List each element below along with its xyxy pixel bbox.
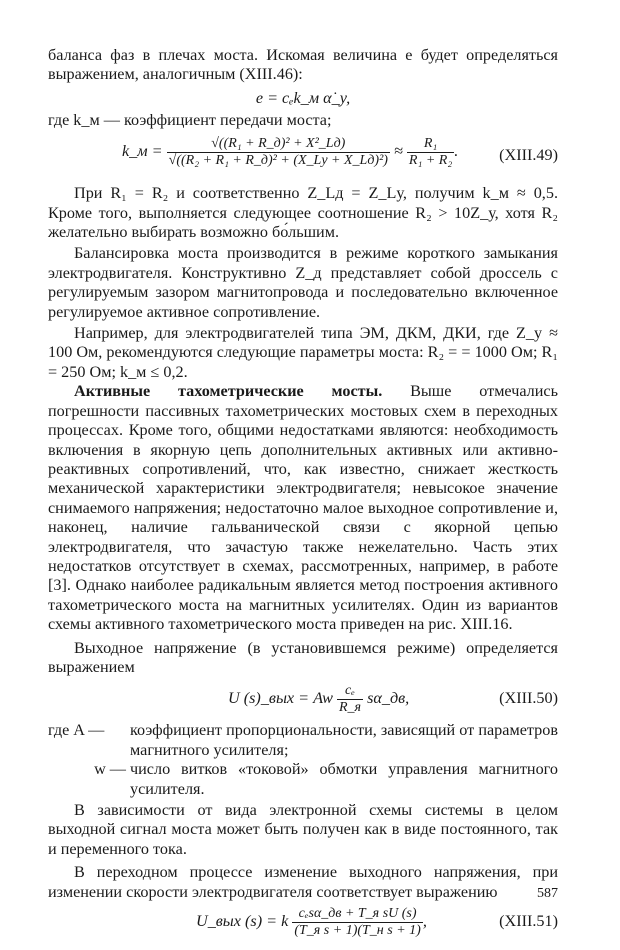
eq50-fraction xyxy=(337,683,363,716)
eq51-num: cₑsα_дв + T_я sU (s) xyxy=(292,906,422,923)
page-body xyxy=(48,46,558,946)
paragraph-7: В зависимости от вида электронной схемы системы в целом выходной сигнал моста может быть получен как в виде постоянного, так и переменного тока. xyxy=(48,801,558,858)
paragraph-8: В переходном процессе изменение выходного напряжения, при изменении скорости электродвигателя соответствует выражению xyxy=(48,863,558,901)
def-w-text: число витков «токовой» обмотки управления магнитного усилителя. xyxy=(130,760,558,798)
paragraph-3: Балансировка моста производится в режиме короткого замыкания электродвигателя. Конструктивно Z_д представляет собой дроссель с регулируемым зазором магнитопровода и последовательно включенное регулируемое активное сопротивление. xyxy=(48,244,558,321)
equation-xiii-50 xyxy=(48,677,558,721)
eq51-fraction xyxy=(292,906,422,939)
definition-a xyxy=(48,721,558,760)
definition-w xyxy=(48,760,558,799)
eq51-den: (T_я s + 1)(T_н s + 1) xyxy=(294,923,421,939)
equation-xiii-49 xyxy=(48,132,558,184)
eq49-dot: . xyxy=(454,142,459,161)
eq49-approx: ≈ xyxy=(393,142,403,161)
def-a-lead: где A — xyxy=(48,721,105,740)
paragraph-5-text: Выше отмечались погрешности пассивных тахометрических мостовых схем в переходных процессах. Кроме того, общими недостатками являются: необходимость включения в якорную цепь дополнительных активных или активно-реактивных сопротивлений, что, как известно, снижает жесткость механической характеристики электродвигателя; невысокое значение снимаемого напряжения; недостаточно малое выходное сопротивление и, наконец, наличие гальванической связи с якорной цепью электродвигателя, что зачастую также нежелательно. Часть этих недостатков отсутствует в схемах, рассмотренных, например, в работе [3]. Однако наиболее радикальным является метод построения активного тахометрического моста на магнитных усилителях. Один из вариантов схемы активного тахометрического моста приведен на рис. XIII.16. xyxy=(48,382,558,634)
equation-xiii-51 xyxy=(48,902,558,946)
paragraph-1: баланса фаз в плечах моста. Искомая величина e будет определяться выражением, аналогичным (XIII.46): xyxy=(48,46,558,84)
eq50-num: cₑ xyxy=(337,683,363,700)
eq49-label: (XIII.49) xyxy=(499,146,558,165)
eq49-denominator: √((R₂ + R₁ + R_д)² + (X_Lу + X_Lд)²) xyxy=(168,153,388,169)
paragraph-2: При R₁ = R₂ и соответственно Z_Lд = Z_Lу, получим k_м ≈ 0,5. Кроме того, выполняется следующее соотношение R₂ > 10Z_у, хотя R₂ желательно выбирать возможно бо́льшим. xyxy=(48,184,558,242)
eq50-lhs: U (s)_вых = Aw xyxy=(228,689,333,708)
definitions xyxy=(48,721,558,799)
paragraph-6: Выходное напряжение (в установившемся режиме) определяется выражением xyxy=(48,638,558,676)
eq51-lhs: U_вых (s) = k xyxy=(196,912,289,931)
page-number: 587 xyxy=(537,886,558,901)
eq49-ratio-num: R₁ xyxy=(407,136,454,153)
eq50-rhs: sα_дв, xyxy=(367,689,410,708)
eq49-ratio-fraction xyxy=(407,136,454,169)
where-km: где k_м — коэффициент передачи моста; xyxy=(48,110,332,129)
eq50-label: (XIII.50) xyxy=(499,689,558,708)
equation-e-formula: e = cₑk_м α̇_у, xyxy=(255,88,351,107)
eq50-den: R_я xyxy=(338,700,362,716)
eq49-main-fraction xyxy=(167,136,390,169)
equation-e xyxy=(48,89,558,111)
eq49-lhs: k_м = xyxy=(122,142,163,161)
paragraph-5 xyxy=(48,382,558,634)
paragraph-4: Например, для электродвигателей типа ЭМ, ДКМ, ДКИ, где Z_у ≈ 100 Ом, рекомендуются следующие параметры моста: R₂ = = 1000 Ом; R₁ = 250 Ом; k_м ≤ 0,2. xyxy=(48,324,558,381)
def-w-lead: w — xyxy=(94,760,126,779)
eq49-numerator: √((R₁ + R_д)² + X²_Lд) xyxy=(167,136,390,153)
eq51-label: (XIII.51) xyxy=(499,912,558,931)
eq51-comma: , xyxy=(422,912,427,931)
section-heading-active-bridges: Активные тахометрические мосты. xyxy=(74,382,383,401)
def-a-text: коэффициент пропорциональности, зависящий от параметров магнитного усилителя; xyxy=(130,721,558,759)
eq49-ratio-den: R₁ + R₂ xyxy=(408,153,453,169)
